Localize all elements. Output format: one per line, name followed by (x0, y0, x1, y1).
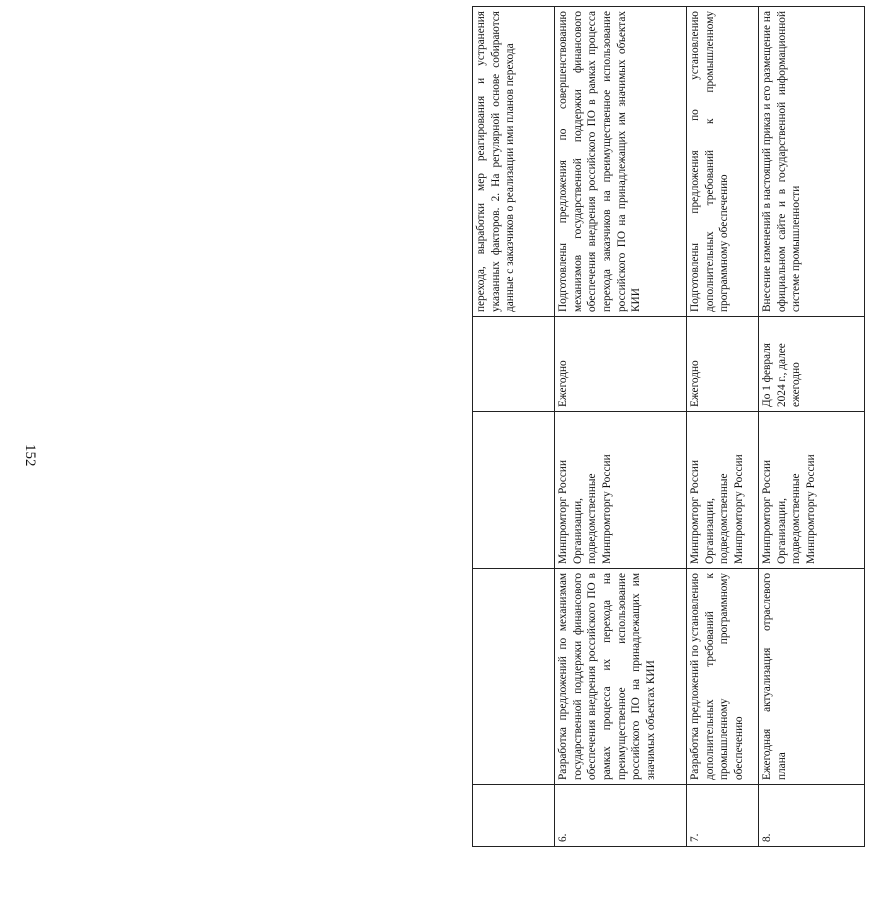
responsible-cell: Минпромторг России Организации, подведомственные Минпромторгу России (555, 412, 687, 569)
row-number: 7. (687, 785, 759, 847)
result-cell: Внесение изменений в настоящий приказ и его размещение на официальном сайте и в государственной информационной системе промышленности (759, 7, 865, 317)
page-number: 152 (22, 444, 38, 467)
responsible-cell: Минпромторг России Организации, подведомственные Минпромторгу России (759, 412, 865, 569)
row-number: 8. (759, 785, 865, 847)
row-number (473, 785, 555, 847)
activity-cell: Разработка предложений по установлению дополнительных требований к промышленному программному обеспечению (687, 569, 759, 785)
rotated-table-container (472, 7, 872, 847)
result-cell: Подготовлены предложения по установлению дополнительных требований к промышленному программному обеспечению (687, 7, 759, 317)
activity-cell: Ежегодная актуализация отраслевого плана (759, 569, 865, 785)
activity-cell: Разработка предложений по механизмам государственной поддержки финансового обеспечения внедрения российского ПО в рамках процесса их перехода на преимущественное использование российского ПО на принадлежащих им значимых объектах КИИ (555, 569, 687, 785)
result-cell: Подготовлены предложения по совершенствованию механизмов государственной поддержки финансового обеспечения внедрения российского ПО в рамках процесса перехода заказчиков на преимущественное использование российского ПО на принадлежащих им значимых объектах КИИ (555, 7, 687, 317)
table-row (687, 7, 759, 847)
responsible-cell: Минпромторг России Организации, подведомственные Минпромторгу России (687, 412, 759, 569)
plan-table (472, 6, 865, 847)
table-row (759, 7, 865, 847)
responsible-cell (473, 412, 555, 569)
table-row (555, 7, 687, 847)
deadline-cell: Ежегодно (687, 317, 759, 412)
row-number: 6. (555, 785, 687, 847)
deadline-cell: До 1 февраля 2024 г., далее ежегодно (759, 317, 865, 412)
table-row (473, 7, 555, 847)
activity-cell (473, 569, 555, 785)
deadline-cell: Ежегодно (555, 317, 687, 412)
result-cell: перехода, выработки мер реагирования и устранения указанных факторов. 2. На регулярной основе собираются данные с заказчиков о реализации ими планов перехода (473, 7, 555, 317)
deadline-cell (473, 317, 555, 412)
